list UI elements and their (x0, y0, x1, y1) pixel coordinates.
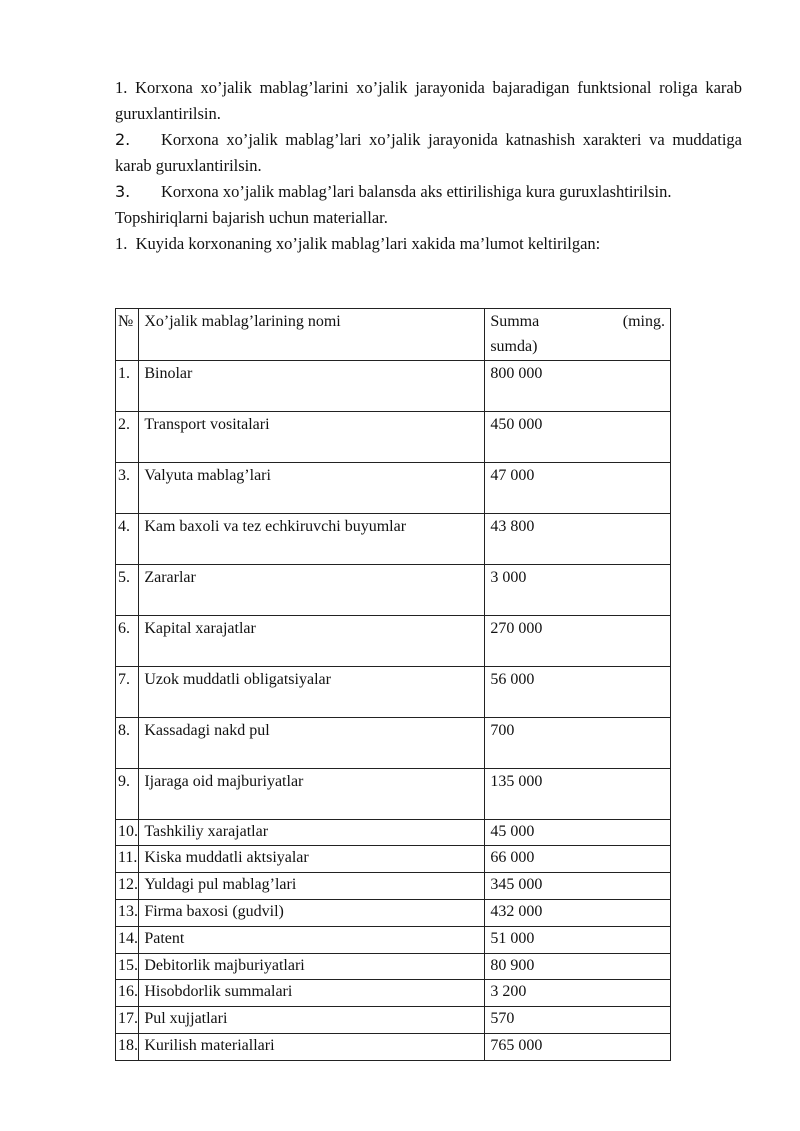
materials-heading: Topshiriqlarni bajarish uchun materiallar. (115, 208, 388, 228)
task-2-number: 2. (115, 130, 131, 150)
task-2 (115, 127, 742, 179)
row-name: Transport vositalari (139, 411, 485, 462)
row-sum: 66 000 (485, 846, 671, 873)
task-1: 1. Korxona xo’jalik mablag’larini xo’jalik jarayonida bajaradigan funktsional roliga karab guruxlantirilsin. (115, 78, 742, 124)
row-number: 5. (116, 564, 139, 615)
row-sum: 3 200 (485, 980, 671, 1007)
row-number: 8. (116, 717, 139, 768)
row-name: Yuldagi pul mablag’lari (139, 873, 485, 900)
row-sum: 700 (485, 717, 671, 768)
table-intro: 1. Kuyida korxonaning xo’jalik mablag’lari xakida ma’lumot keltirilgan: (115, 234, 601, 254)
row-sum: 345 000 (485, 873, 671, 900)
row-sum: 51 000 (485, 926, 671, 953)
table-row (116, 953, 671, 980)
table-row (116, 1033, 671, 1060)
row-sum: 765 000 (485, 1033, 671, 1060)
row-number: 18. (116, 1033, 139, 1060)
row-number: 2. (116, 411, 139, 462)
row-name: Uzok muddatli obligatsiyalar (139, 666, 485, 717)
table-row (116, 717, 671, 768)
table-row (116, 411, 671, 462)
row-number: 17. (116, 1007, 139, 1034)
row-sum: 43 800 (485, 513, 671, 564)
table-row (116, 926, 671, 953)
row-sum: 450 000 (485, 411, 671, 462)
row-number: 13. (116, 899, 139, 926)
row-name: Kapital xarajatlar (139, 615, 485, 666)
row-name: Pul xujjatlari (139, 1007, 485, 1034)
row-name: Kam baxoli va tez echkiruvchi buyumlar (139, 513, 485, 564)
table-row (116, 899, 671, 926)
row-number: 9. (116, 768, 139, 819)
table-row (116, 666, 671, 717)
row-sum: 570 (485, 1007, 671, 1034)
header-sum-c: sumda) (490, 337, 538, 355)
row-name: Hisobdorlik summalari (139, 980, 485, 1007)
row-sum: 432 000 (485, 899, 671, 926)
header-sum (485, 309, 671, 361)
row-name: Kiska muddatli aktsiyalar (139, 846, 485, 873)
row-name: Kurilish materiallari (139, 1033, 485, 1060)
row-sum: 3 000 (485, 564, 671, 615)
header-sum-a: Summa (490, 313, 540, 330)
table-row (116, 360, 671, 411)
row-sum: 56 000 (485, 666, 671, 717)
table-row (116, 873, 671, 900)
row-number: 12. (116, 873, 139, 900)
row-name: Zararlar (139, 564, 485, 615)
task-3-number: 3. (115, 182, 131, 202)
row-name: Firma baxosi (gudvil) (139, 899, 485, 926)
header-number: № (116, 309, 139, 361)
table-row (116, 615, 671, 666)
row-name: Debitorlik majburiyatlari (139, 953, 485, 980)
row-name: Ijaraga oid majburiyatlar (139, 768, 485, 819)
row-name: Kassadagi nakd pul (139, 717, 485, 768)
row-sum: 800 000 (485, 360, 671, 411)
table-row (116, 980, 671, 1007)
task-3-text: Korxona xo’jalik mablag’lari balansda aks ettirilishiga kura guruxlashtirilsin. (161, 182, 672, 202)
assets-table (115, 308, 671, 1061)
row-number: 16. (116, 980, 139, 1007)
row-name: Tashkiliy xarajatlar (139, 819, 485, 846)
row-number: 4. (116, 513, 139, 564)
row-name: Valyuta mablag’lari (139, 462, 485, 513)
instructions-text (115, 75, 742, 257)
row-number: 14. (116, 926, 139, 953)
table-row (116, 819, 671, 846)
task-3 (115, 179, 742, 205)
table-row (116, 513, 671, 564)
header-name: Xo’jalik mablag’larining nomi (139, 309, 485, 361)
table-header-row (116, 309, 671, 361)
header-sum-b: (ming. (622, 313, 665, 330)
table-row (116, 768, 671, 819)
row-number: 6. (116, 615, 139, 666)
table-row (116, 846, 671, 873)
row-name: Binolar (139, 360, 485, 411)
row-name: Patent (139, 926, 485, 953)
row-sum: 45 000 (485, 819, 671, 846)
table-row (116, 462, 671, 513)
row-number: 7. (116, 666, 139, 717)
row-number: 10. (116, 819, 139, 846)
table-row (116, 564, 671, 615)
row-sum: 135 000 (485, 768, 671, 819)
row-sum: 270 000 (485, 615, 671, 666)
row-number: 11. (116, 846, 139, 873)
table-row (116, 1007, 671, 1034)
row-sum: 80 900 (485, 953, 671, 980)
row-number: 1. (116, 360, 139, 411)
row-sum: 47 000 (485, 462, 671, 513)
task-2-text: Korxona xo’jalik mablag’lari xo’jalik jarayonida katnashish xarakteri va muddatiga karab guruxlantirilsin. (115, 130, 742, 176)
row-number: 15. (116, 953, 139, 980)
row-number: 3. (116, 462, 139, 513)
